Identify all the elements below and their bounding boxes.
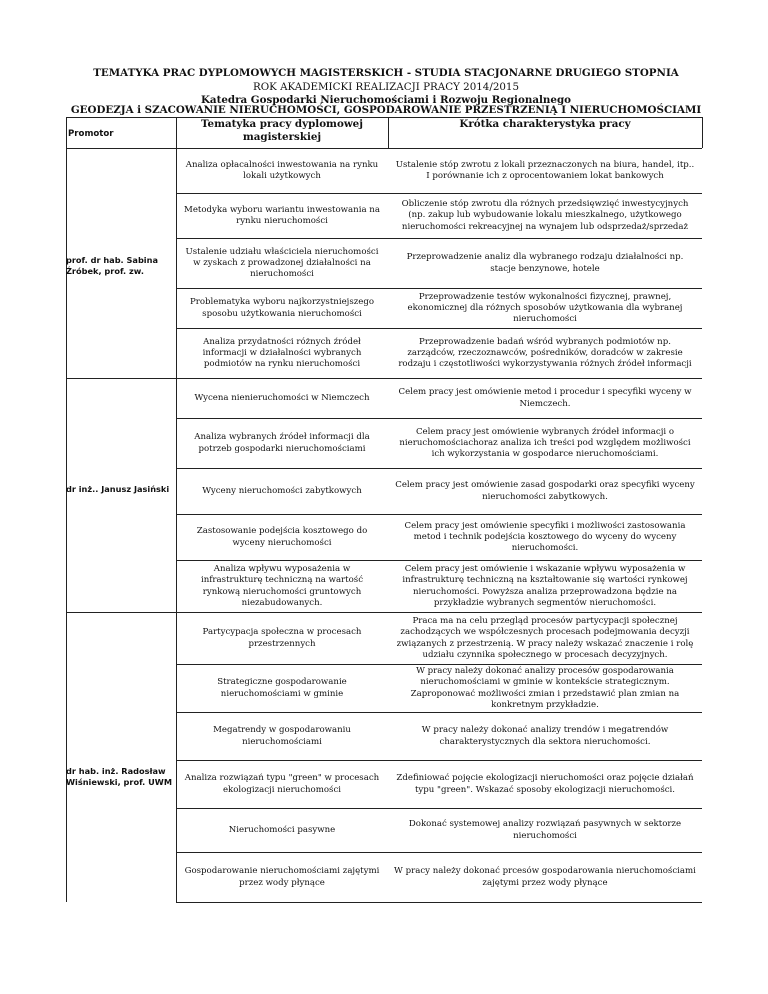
promotor-left-border	[66, 378, 67, 612]
description-cell: Obliczenie stóp zwrotu dla różnych przedsięwzięć inwestycyjnych (np. zakup lub wybudowanie lokalu mieszkalnego, użytkowego nieruchomości rekreacyjnej na wynajem lub odsprzedaż/sprzedaż	[401, 199, 689, 232]
description-cell: Ustalenie stóp zwrotu z lokali przeznaczonych na biura, handel, itp.. I porównanie ich z oprocentowaniem lokat bankowych	[395, 159, 695, 181]
description-cell: Przeprowadzenie analiz dla wybranego rodzaju działalności np. stacje benzynowe, hotele	[406, 252, 684, 274]
description-cell: Celem pracy jest omówienie metod i procedur i specyfiki wyceny w Niemczech.	[398, 387, 692, 409]
academic-year: ROK AKADEMICKI REALIZACJI PRACY 2014/2015	[252, 81, 520, 93]
description-cell: Dokonać systemowej analizy rozwiązań pasywnych w sektorze nieruchomości	[408, 819, 682, 841]
topic-cell: Analiza wpływu wyposażenia w infrastrukturę techniczną na wartość rynkową nieruchomości gruntowych niezabudowanych.	[200, 564, 364, 608]
column-header-description: Krótka charakterystyka pracy	[459, 118, 631, 130]
topic-cell: Analiza wybranych źródeł informacji dla potrzeb gospodarki nieruchomościami	[194, 432, 370, 454]
promotor-left-border	[66, 612, 67, 902]
description-cell: Przeprowadzenie badań wśród wybranych podmiotów np. zarządców, rzeczoznawców, pośredników, doradców w zakresie rodzaju i częstotliwości wykorzystywania różnych źródeł informacji	[398, 336, 692, 370]
group-separator	[66, 378, 176, 379]
description-cell: Przeprowadzenie testów wykonalności fizycznej, prawnej, ekonomicznej dla różnych sposobów użytkowania dla wybranej nieruchomości	[407, 291, 683, 325]
column-header-topic: Tematyka pracy dyplomowej magisterskiej	[201, 118, 363, 143]
description-cell: W pracy należy dokonać analizy trendów i megatrendów charakterystycznych dla sektora nieruchomości.	[421, 725, 669, 747]
promotor-name: dr hab. inż. Radosław Wiśniewski, prof. UWM	[66, 766, 172, 787]
topic-cell: Strategiczne gospodarowanie nieruchomościami w gminie	[217, 677, 347, 699]
topic-cell: Analiza opłacalności inwestowania na rynku lokali użytkowych	[185, 159, 379, 181]
description-cell: Celem pracy jest omówienie zasad gospodarki oraz specyfiki wyceny nieruchomości zabytkowych.	[395, 480, 695, 502]
department-name: Katedra Gospodarki Nieruchomościami i Rozwoju Regionalnego	[200, 94, 572, 106]
description-cell: Zdefiniować pojęcie ekologizacji nieruchomości oraz pojęcie działań typu "green". Wskazać sposoby ekologizacji nieruchomości.	[396, 773, 694, 795]
topic-cell: Wycena nienieruchomości w Niemczech	[194, 392, 370, 403]
description-cell: W pracy należy dokonać analizy procesów gospodarowania nieruchomościami w gminie w kontekście strategicznym. Zaproponować możliwości zmian i przedstawić plan zmian na konkretnym przykładzie.	[410, 666, 680, 710]
field-of-study: GEODEZJA i SZACOWANIE NIERUCHOMOŚCI, GOSPODAROWANIE PRZESTRZENIĄ I NIERUCHOMOŚCIAMI	[70, 104, 702, 116]
topic-cell: Partycypacja społeczna w procesach przestrzennych	[202, 627, 362, 649]
description-cell: Celem pracy jest omówienie wybranych źródeł informacji o nieruchomościachoraz analiza ich treści pod względem możliwości ich wykorzystania w gospodarce nieruchomościami.	[399, 426, 691, 460]
doc-title: TEMATYKA PRAC DYPLOMOWYCH MAGISTERSKICH - STUDIA STACJONARNE DRUGIEGO STOPNIA	[93, 67, 679, 79]
topic-cell: Wyceny nieruchomości zabytkowych	[202, 485, 362, 496]
column-divider	[176, 378, 177, 612]
topic-cell: Nieruchomości pasywne	[228, 824, 336, 835]
topic-cell: Metodyka wyboru wariantu inwestowania na rynku nieruchomości	[184, 204, 380, 226]
topic-cell: Zastosowanie podejścia kosztowego do wyceny nieruchomości	[196, 526, 368, 548]
column-divider	[176, 148, 177, 378]
topic-cell: Ustalenie udziału właściciela nieruchomości w zyskach z prowadzonej działalności na nieruchomości	[185, 246, 379, 280]
group-separator	[66, 612, 176, 613]
column-header-promotor: Promotor	[68, 129, 114, 139]
description-cell: Praca ma na celu przegląd procesów partycypacji społecznej zachodzących we współczesnych procesach podejmowania decyzji związanych z przestrzenią. W pracy należy wskazać znaczenie i rolę udziału czynnika społecznego w procesach decyzyjnych.	[396, 616, 694, 660]
topic-cell: Megatrendy w gospodarowaniu nieruchomościami	[213, 725, 351, 747]
description-cell: W pracy należy dokonać prcesów gospodarowania nieruchomościami zajętymi przez wody płynące	[394, 866, 696, 888]
topic-cell: Problematyka wyboru najkorzystniejszego sposobu użytkowania nieruchomości	[189, 297, 375, 319]
topic-cell: Analiza przydatności różnych źródeł informacji w działalności wybranych podmiotów na rynku nieruchomości	[202, 336, 362, 370]
header-left-border	[66, 117, 67, 148]
topic-cell: Analiza rozwiązań typu "green" w procesach ekologizacji nieruchomości	[184, 773, 380, 795]
column-divider	[176, 612, 177, 902]
description-cell: Celem pracy jest omówienie specyfiki i możliwości zastosowania metod i technik podejścia kosztowego do wyceny do wyceny nieruchomości.	[404, 520, 686, 554]
header-right-border	[702, 117, 703, 148]
description-cell: Celem pracy jest omówienie i wskazanie wpływu wyposażenia w infrastrukturę techniczną na kształtowanie się wartości rynkowej nieruchomości. Powyższa analiza przeprowadzona będzie na przykładzie wybranych segmentów nieruchomości.	[402, 564, 688, 608]
promotor-name: prof. dr hab. Sabina Źróbek, prof. zw.	[66, 255, 158, 276]
promotor-name: dr inż.. Janusz Jasiński	[66, 484, 170, 494]
row-separator	[176, 902, 702, 903]
topic-cell: Gospodarowanie nieruchomościami zajętymi przez wody płynące	[184, 866, 380, 888]
group-separator	[66, 148, 176, 149]
